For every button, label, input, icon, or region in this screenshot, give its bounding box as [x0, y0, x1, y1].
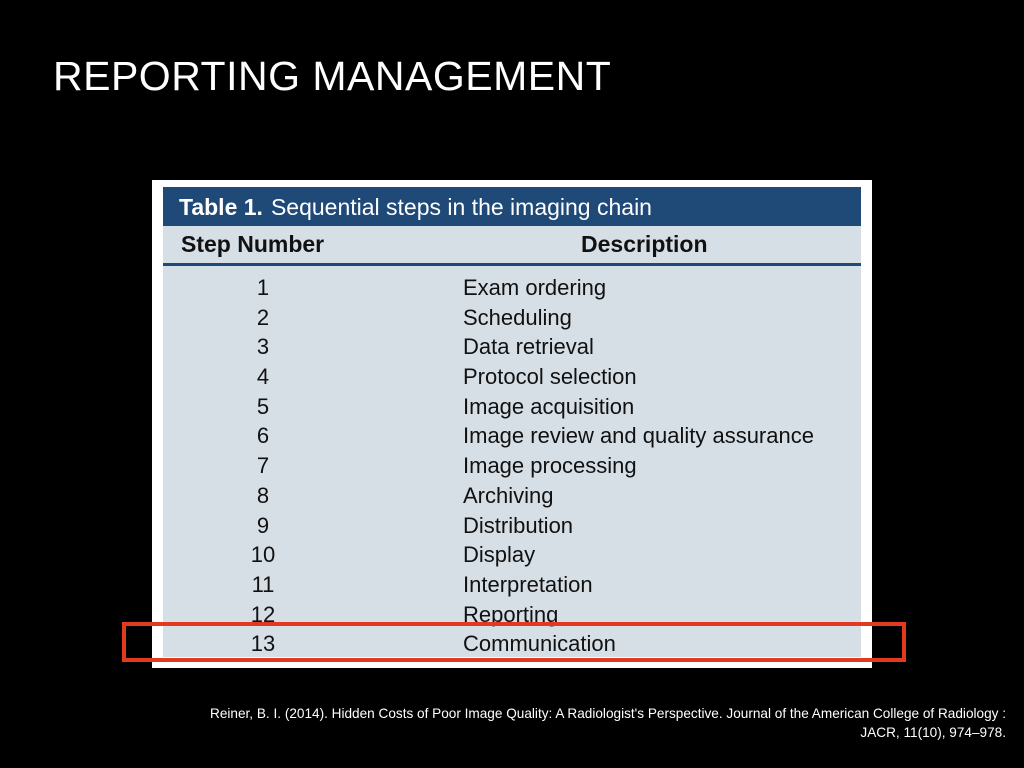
description-cell: Image acquisition [463, 393, 635, 419]
step-number-cell: 4 [256, 364, 270, 390]
description-cell: Communication [463, 631, 616, 657]
description-cell: Image processing [463, 453, 637, 479]
step-number-cell: 2 [256, 304, 270, 330]
step-number-cell: 8 [256, 482, 270, 508]
description-cell: Distribution [463, 512, 574, 538]
table-row [163, 482, 861, 512]
table-row [163, 452, 861, 482]
step-number-cell: 6 [256, 423, 270, 449]
step-number-cell: 9 [256, 512, 270, 538]
description-cell: Data retrieval [463, 334, 594, 360]
description-cell: Image review and quality assurance [463, 423, 814, 449]
description-cell: Protocol selection [463, 364, 637, 390]
table-row [163, 571, 861, 601]
table-row [163, 541, 861, 571]
table-row [163, 274, 861, 304]
step-number-cell: 11 [251, 571, 275, 597]
table-row [163, 393, 861, 423]
step-number-cell: 12 [250, 601, 276, 627]
step-number-cell: 7 [256, 453, 270, 479]
table-row [163, 512, 861, 542]
table-caption-label: Table 1. [179, 194, 263, 220]
table-caption-text: Sequential steps in the imaging chain [270, 194, 652, 220]
step-number-cell: 3 [256, 334, 270, 360]
imaging-chain-table [163, 187, 861, 657]
communication-row-highlight [122, 622, 906, 662]
table-row [163, 363, 861, 393]
table-caption [179, 193, 652, 221]
table-caption-bar [163, 187, 861, 226]
source-citation: Reiner, B. I. (2014). Hidden Costs of Poor Image Quality: A Radiologist's Perspective. Journal of the American College of Radiology : JACR, 11(10), 974–978. [210, 706, 1006, 740]
description-cell: Reporting [463, 601, 559, 627]
column-header-description: Description [581, 231, 708, 257]
step-number-cell: 10 [250, 542, 276, 568]
description-cell: Archiving [463, 482, 554, 508]
table-header-row [163, 226, 861, 266]
description-cell: Scheduling [463, 304, 572, 330]
slide-title: REPORTING MANAGEMENT [53, 53, 612, 99]
table-row [163, 333, 861, 363]
table-body [163, 274, 861, 660]
step-number-cell: 5 [256, 393, 270, 419]
step-number-cell: 13 [250, 631, 276, 657]
description-cell: Display [463, 542, 536, 568]
column-header-step-number: Step Number [181, 231, 325, 257]
step-number-cell: 1 [256, 275, 270, 300]
table-row [163, 304, 861, 334]
table-row [163, 422, 861, 452]
table-image-frame [152, 180, 872, 668]
description-cell: Interpretation [463, 571, 593, 597]
description-cell: Exam ordering [463, 275, 607, 300]
